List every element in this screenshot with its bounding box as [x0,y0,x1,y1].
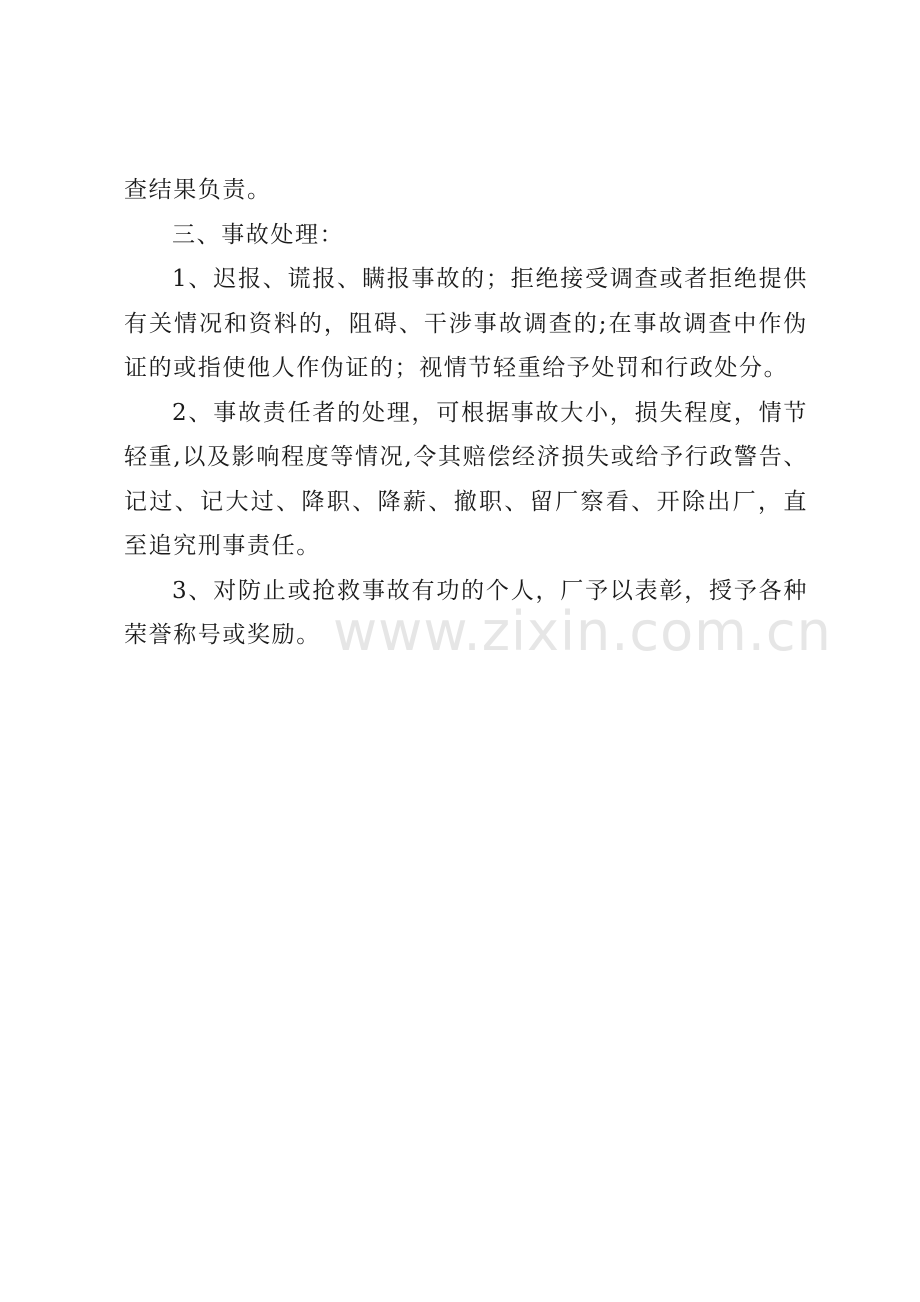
paragraph-item-2: 2、事故责任者的处理，可根据事故大小，损失程度，情节轻重,以及影响程度等情况,令其赔偿经济损失或给予行政警告、记过、记大过、降职、降薪、撤职、留厂察看、开除出厂，直至追究刑事责任。 [124,399,808,559]
document-body [124,168,808,658]
paragraph-continuation: 查结果负责。 [124,177,272,203]
paragraph-item-1: 1、迟报、谎报、瞒报事故的；拒绝接受调查或者拒绝提供有关情况和资料的，阻碍、干涉事故调查的;在事故调查中作伪证的或指使他人作伪证的；视情节轻重给予处罚和行政处分。 [124,266,808,381]
watermark: www.zixin.com.cn [333,600,832,663]
paragraph-item-3: 3、对防止或抢救事故有功的个人，厂予以表彰，授予各种荣誉称号或奖励。 [124,577,808,648]
section-heading: 三、事故处理： [172,221,345,248]
